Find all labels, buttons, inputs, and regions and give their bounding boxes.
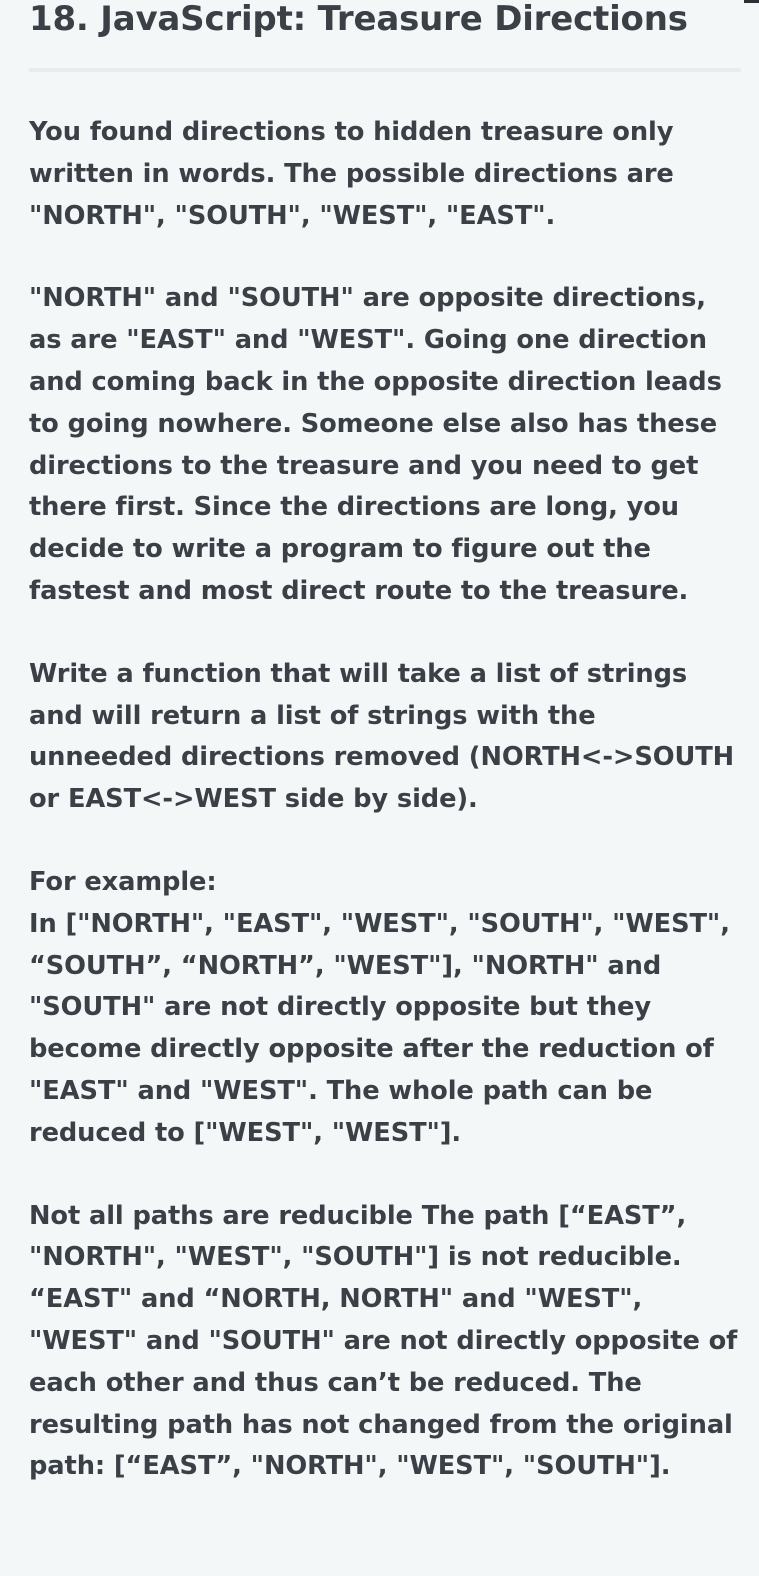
intro-paragraph: You found directions to hidden treasure only written in words. The possible directions are "NORTH", "SOUTH", "WEST", "EAST". (29, 117, 674, 231)
example-body: In ["NORTH", "EAST", "WEST", "SOUTH", "WEST", “SOUTH”, “NORTH”, "WEST"], "NORTH" and "SOUTH" are not directly opposite but they become directly opposite after the reduction of "EAST" and "WEST". The whole path can be reduced to ["WEST", "WEST"]. (29, 908, 730, 1148)
article (29, 0, 747, 1529)
page-title: 18. JavaScript: Treasure Directions (29, 0, 688, 39)
title-divider (29, 68, 741, 72)
non-reducible-paragraph: Not all paths are reducible The path [“EAST”, "NORTH", "WEST", "SOUTH"] is not reducible. “EAST" and “NORTH, NORTH" and "WEST", "WEST" and "SOUTH" are not directly opposite of each other and thus can’t be reduced. The resulting path has not changed from the original path: [“EAST”, "NORTH", "WEST", "SOUTH"]. (29, 1200, 738, 1482)
opposite-directions-paragraph: "NORTH" and "SOUTH" are opposite directions, as are "EAST" and "WEST". Going one direction and coming back in the opposite direction leads to going nowhere. Someone else also has these directions to the treasure and you need to get there first. Since the directions are long, you decide to write a program to figure out the fastest and most direct route to the treasure. (29, 283, 722, 606)
task-paragraph: Write a function that will take a list of strings and will return a list of strings with the unneeded directions removed (NORTH<->SOUTH or EAST<->WEST side by side). (29, 658, 735, 815)
example-label: For example: (29, 866, 217, 897)
example-paragraph (29, 862, 747, 1155)
